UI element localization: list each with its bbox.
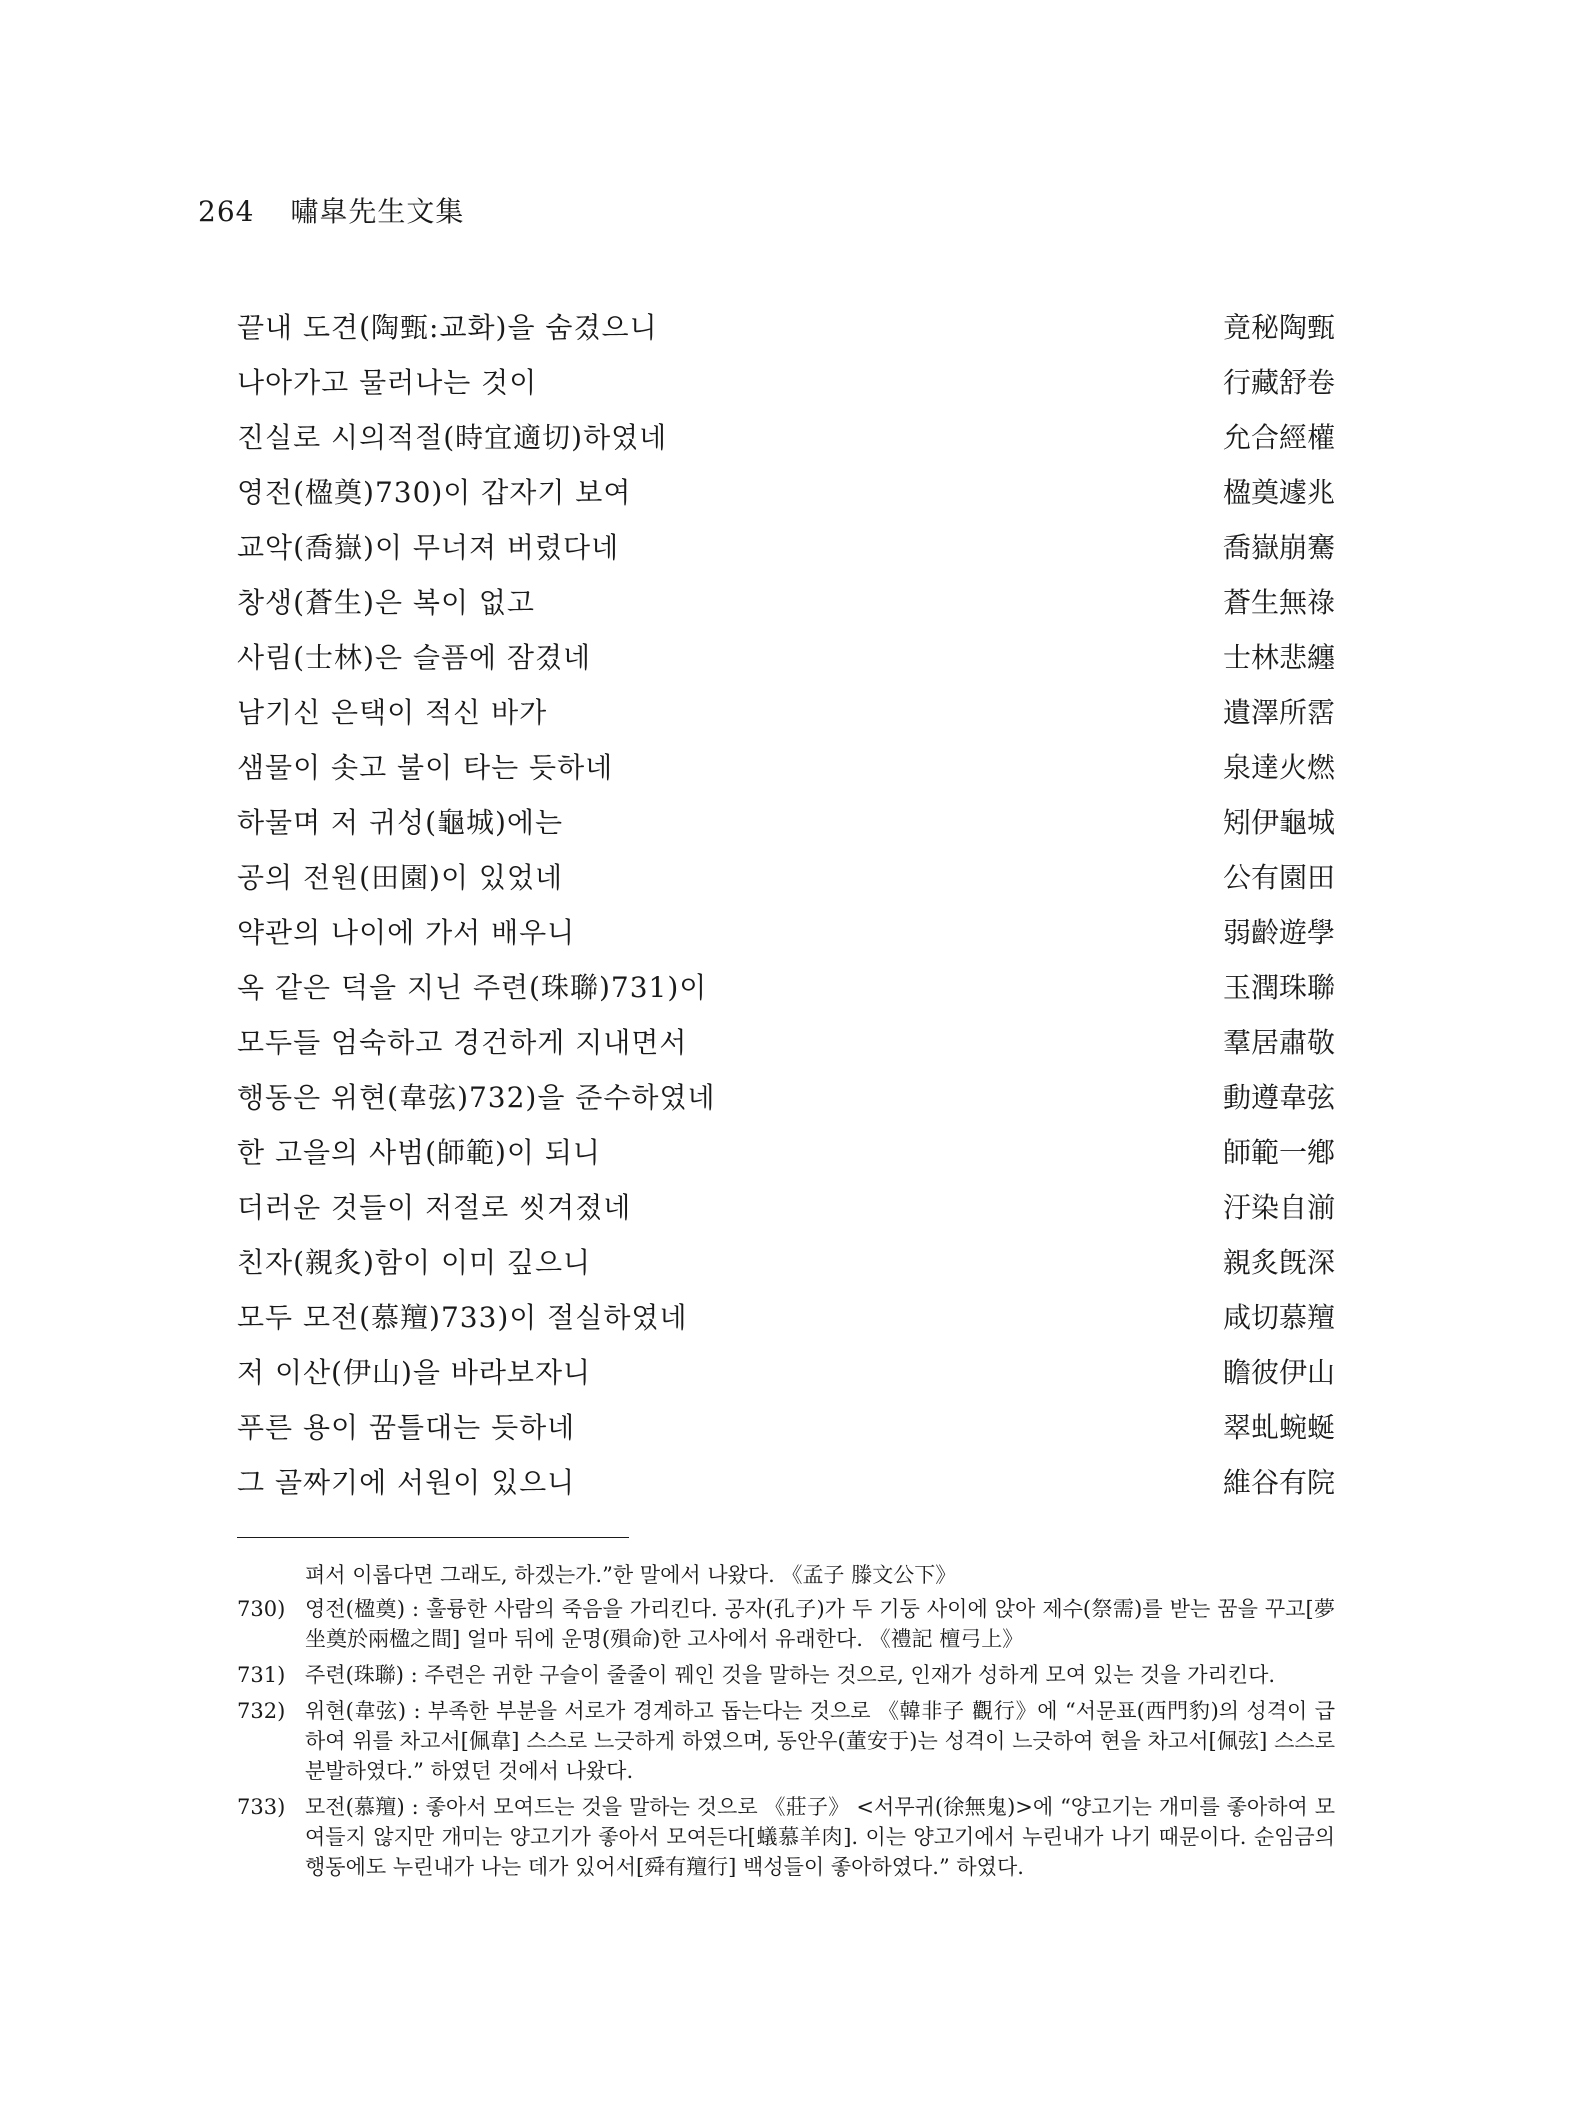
footnote-text: 영전(楹奠) : 훌륭한 사람의 죽음을 가리킨다. 공자(孔子)가 두 기둥 사이에 앉아 제수(祭需)를 받는 꿈을 꾸고[夢坐奠於兩楹之間] 얼마 뒤에 운명(殞命)한 고사에서 유래한다. 《禮記 檀弓上》 xyxy=(305,1597,1335,1651)
hanja-original: 瞻彼伊山 xyxy=(1222,1356,1335,1389)
hanja-original: 羣居肅敬 xyxy=(1222,1026,1335,1059)
korean-translation: 행동은 위현(韋弦)732)을 준수하였네 xyxy=(237,1081,716,1114)
korean-translation: 약관의 나이에 가서 배우니 xyxy=(237,916,576,949)
poem-line xyxy=(237,748,1335,803)
footnote-number: 730) xyxy=(237,1597,286,1621)
korean-translation: 진실로 시의적절(時宜適切)하였네 xyxy=(237,421,668,454)
poem-line xyxy=(237,363,1335,418)
poem-line xyxy=(237,1298,1335,1353)
korean-translation: 친자(親炙)함이 이미 깊으니 xyxy=(237,1246,592,1279)
hanja-original: 遺澤所霑 xyxy=(1222,696,1335,729)
poem-line xyxy=(237,583,1335,638)
footnote xyxy=(237,1660,1335,1690)
book-title: 嘯皐先生文集 xyxy=(290,195,465,228)
footnote-divider xyxy=(237,1537,629,1538)
korean-translation: 영전(楹奠)730)이 갑자기 보여 xyxy=(237,476,632,509)
poem-line xyxy=(237,308,1335,363)
running-header xyxy=(198,190,464,230)
poem-line xyxy=(237,1133,1335,1188)
footnote-text: 모전(慕羶) : 좋아서 모여드는 것을 말하는 것으로 《莊子》 <서무귀(徐無鬼)>에 “양고기는 개미를 좋아하여 모여들지 않지만 개미는 양고기가 좋아서 모여든다[蟻慕羊肉]. 이는 양고기에서 누린내가 나기 때문이다. 순임금의 행동에도 누린내가 나는 데가 있어서[舜有羶行] 백성들이 좋아하였다.” 하였다. xyxy=(305,1795,1335,1879)
hanja-original: 矧伊龜城 xyxy=(1222,806,1335,839)
hanja-original: 親炙旣深 xyxy=(1222,1246,1335,1279)
hanja-original: 玉潤珠聯 xyxy=(1222,971,1335,1004)
korean-translation: 푸른 용이 꿈틀대는 듯하네 xyxy=(237,1411,576,1444)
hanja-original: 翠虬蜿蜒 xyxy=(1222,1411,1335,1444)
poem-line xyxy=(237,913,1335,968)
poem-line xyxy=(237,693,1335,748)
poem-line xyxy=(237,528,1335,583)
poem xyxy=(237,308,1335,1518)
korean-translation: 샘물이 솟고 불이 타는 듯하네 xyxy=(237,751,614,784)
footnote-number: 733) xyxy=(237,1795,286,1819)
korean-translation: 남기신 은택이 적신 바가 xyxy=(237,696,548,729)
korean-translation: 한 고을의 사범(師範)이 되니 xyxy=(237,1136,601,1169)
hanja-original: 師範一鄕 xyxy=(1222,1136,1335,1169)
hanja-original: 汙染自湔 xyxy=(1222,1191,1335,1224)
hanja-original: 公有園田 xyxy=(1222,861,1335,894)
poem-line xyxy=(237,968,1335,1023)
hanja-original: 動遵韋弦 xyxy=(1222,1081,1335,1114)
poem-line xyxy=(237,803,1335,858)
footnote-number: 731) xyxy=(237,1663,286,1687)
footnote-continuation: 펴서 이롭다면 그래도, 하겠는가.”한 말에서 나왔다. 《孟子 滕文公下》 xyxy=(305,1563,957,1587)
footnote xyxy=(237,1792,1335,1882)
korean-translation: 모두 모전(慕羶)733)이 절실하였네 xyxy=(237,1301,688,1334)
korean-translation: 모두들 엄숙하고 경건하게 지내면서 xyxy=(237,1026,688,1059)
hanja-original: 咸切慕羶 xyxy=(1222,1301,1335,1334)
hanja-original: 蒼生無祿 xyxy=(1222,586,1335,619)
hanja-original: 楹奠遽兆 xyxy=(1222,476,1335,509)
hanja-original: 行藏舒卷 xyxy=(1222,366,1335,399)
poem-line xyxy=(237,638,1335,693)
korean-translation: 사림(士林)은 슬픔에 잠겼네 xyxy=(237,641,592,674)
hanja-original: 喬嶽崩騫 xyxy=(1222,531,1335,564)
korean-translation: 더러운 것들이 저절로 씻겨졌네 xyxy=(237,1191,632,1224)
hanja-original: 維谷有院 xyxy=(1222,1466,1335,1499)
korean-translation: 나아가고 물러나는 것이 xyxy=(237,366,538,399)
poem-line xyxy=(237,418,1335,473)
page-number: 264 xyxy=(198,195,255,228)
footnote-text: 주련(珠聯) : 주련은 귀한 구슬이 줄줄이 꿰인 것을 말하는 것으로, 인재가 성하게 모여 있는 것을 가리킨다. xyxy=(305,1663,1276,1687)
poem-line xyxy=(237,1408,1335,1463)
korean-translation: 옥 같은 덕을 지닌 주련(珠聯)731)이 xyxy=(237,971,708,1004)
poem-line xyxy=(237,1353,1335,1408)
footnote-text: 위현(韋弦) : 부족한 부분을 서로가 경계하고 돕는다는 것으로 《韓非子 觀行》에 “서문표(西門豹)의 성격이 급하여 위를 차고서[佩韋] 스스로 느긋하게 하였으며, 동안우(董安于)는 성격이 느긋하여 현을 차고서[佩弦] 스스로 분발하였다.” 하였던 것에서 나왔다. xyxy=(305,1699,1335,1783)
hanja-original: 泉達火燃 xyxy=(1222,751,1335,784)
hanja-original: 士林悲纏 xyxy=(1222,641,1335,674)
poem-line xyxy=(237,1188,1335,1243)
korean-translation: 끝내 도견(陶甄:교화)을 숨겼으니 xyxy=(237,311,658,344)
footnote-number: 732) xyxy=(237,1699,286,1723)
korean-translation: 교악(喬嶽)이 무너져 버렸다네 xyxy=(237,531,620,564)
hanja-original: 弱齡遊學 xyxy=(1222,916,1335,949)
korean-translation: 공의 전원(田園)이 있었네 xyxy=(237,861,564,894)
poem-line xyxy=(237,858,1335,913)
poem-line xyxy=(237,1243,1335,1298)
korean-translation: 하물며 저 귀성(龜城)에는 xyxy=(237,806,564,839)
poem-line xyxy=(237,1078,1335,1133)
hanja-original: 允合經權 xyxy=(1222,421,1335,454)
footnote xyxy=(237,1594,1335,1654)
footnotes xyxy=(237,1560,1335,1888)
korean-translation: 그 골짜기에 서원이 있으니 xyxy=(237,1466,576,1499)
poem-line xyxy=(237,473,1335,528)
poem-line xyxy=(237,1463,1335,1518)
footnote xyxy=(237,1696,1335,1786)
korean-translation: 창생(蒼生)은 복이 없고 xyxy=(237,586,535,619)
hanja-original: 竟秘陶甄 xyxy=(1222,311,1335,344)
korean-translation: 저 이산(伊山)을 바라보자니 xyxy=(237,1356,592,1389)
poem-line xyxy=(237,1023,1335,1078)
